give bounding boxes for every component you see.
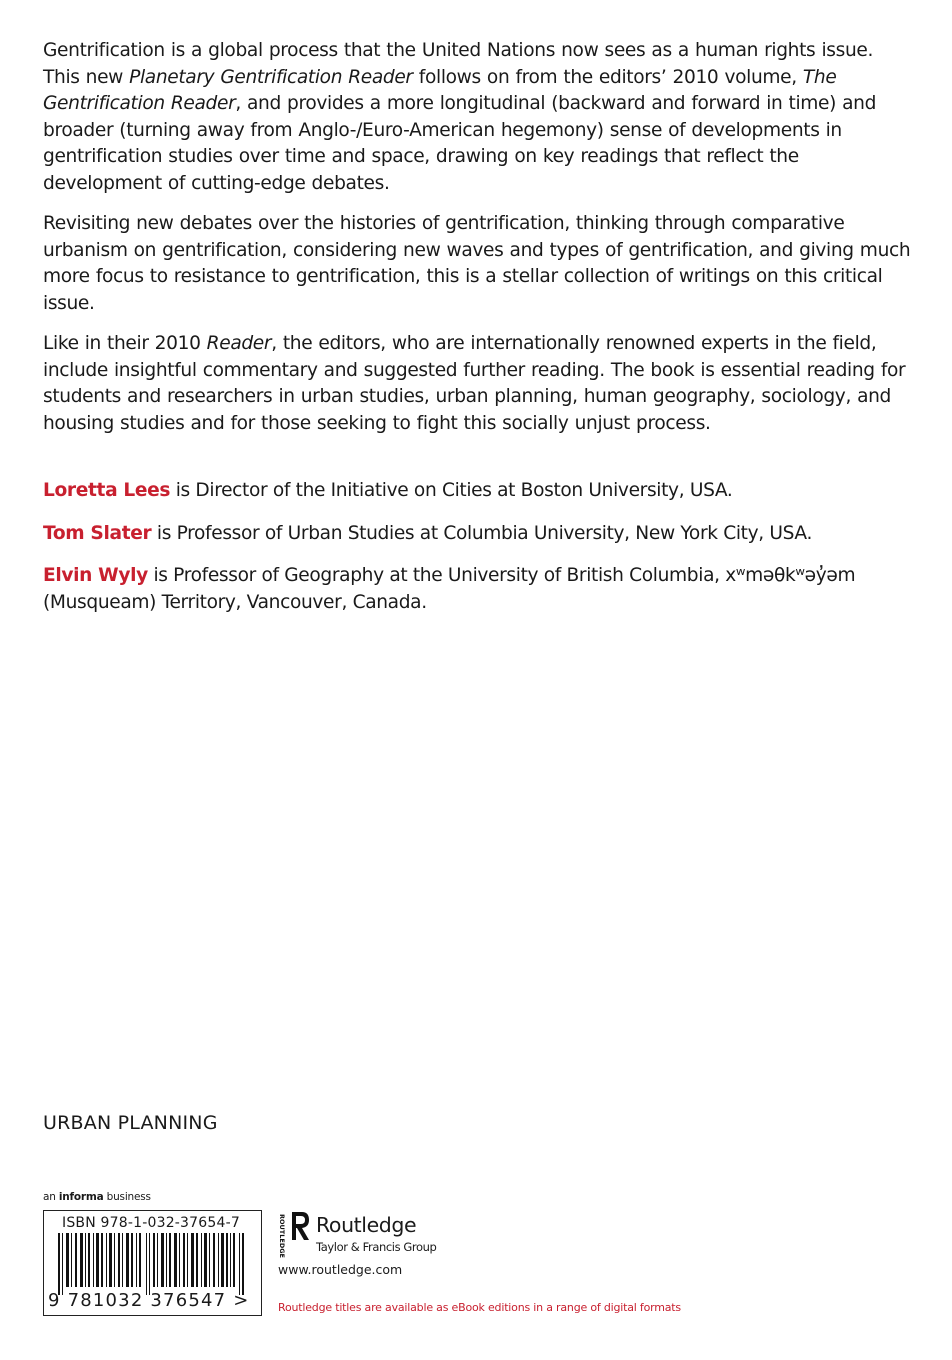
logo-vertical-text: ROUTLEDGE	[278, 1214, 286, 1258]
editor-name: Elvin Wyly	[43, 565, 148, 586]
isbn-label: ISBN 978-1-032-37654-7	[62, 1215, 240, 1231]
informa-suffix: business	[103, 1191, 151, 1203]
publisher-name: Routledge	[316, 1213, 417, 1237]
ebook-note: Routledge titles are available as eBook editions in a range of digital formats	[278, 1301, 681, 1314]
blurb-text: Gentrification is a global process that the United Nations now sees as a human rights issue. This new	[43, 40, 874, 88]
prior-title-italic: The Gentrification Reader	[43, 66, 837, 114]
informa-brand: informa	[58, 1191, 104, 1203]
publisher-group: Taylor & Francis Group	[316, 1240, 437, 1254]
editor-bio	[43, 563, 913, 616]
routledge-logo-icon	[276, 1210, 310, 1258]
editor-description: is Director of the Initiative on Cities at Boston University, USA.	[170, 480, 733, 501]
editor-bios	[43, 478, 913, 632]
blurb-text: Like in their 2010	[43, 333, 207, 354]
blurb-paragraph-1	[43, 38, 913, 197]
editor-bio	[43, 521, 913, 548]
blurb-paragraph-2: Revisiting new debates over the histories of gentrification, thinking through comparative urbanism on gentrification, considering new waves and types of gentrification, and giving much more focus to resistance to gentrification, this is a stellar collection of writings on this critical issue.	[43, 213, 911, 314]
editor-name: Tom Slater	[43, 522, 152, 544]
barcode-digits: 9 781032 376547 >	[48, 1290, 250, 1311]
publisher-url[interactable]: www.routledge.com	[278, 1262, 403, 1277]
book-title-italic: Planetary Gentrification Reader	[129, 66, 413, 88]
blurb	[43, 38, 913, 451]
blurb-text: , the editors, who are internationally renowned experts in the field, include insightful commentary and suggested further reading. The book is essential reading for students and researchers in urban studies, urban planning, human geography, sociology, and housing studies and for those seeking to fight this socially unjust process.	[43, 333, 906, 434]
informa-tagline	[43, 1191, 151, 1203]
barcode	[43, 1210, 262, 1316]
blurb-text: follows on from the editors’ 2010 volume,	[412, 66, 803, 88]
editor-bio	[43, 478, 913, 505]
informa-prefix: an	[43, 1191, 59, 1203]
editor-description: is Professor of Urban Studies at Columbia University, New York City, USA.	[151, 522, 813, 544]
editor-description: is Professor of Geography at the University of British Columbia, xʷməθkʷəy̓əm (Musqueam) Territory, Vancouver, Canada.	[43, 565, 856, 613]
blurb-paragraph-3	[43, 331, 913, 437]
subject-category: URBAN PLANNING	[43, 1112, 218, 1134]
editor-name: Loretta Lees	[43, 480, 171, 501]
reader-italic: Reader	[206, 333, 272, 354]
blurb-text: , and provides a more longitudinal (backward and forward in time) and broader (turning away from Anglo-/Euro-American hegemony) sense of developments in gentrification studies over time and space, drawing on key readings that reflect the development of cutting-edge debates.	[43, 93, 877, 194]
barcode-bars	[56, 1233, 252, 1295]
